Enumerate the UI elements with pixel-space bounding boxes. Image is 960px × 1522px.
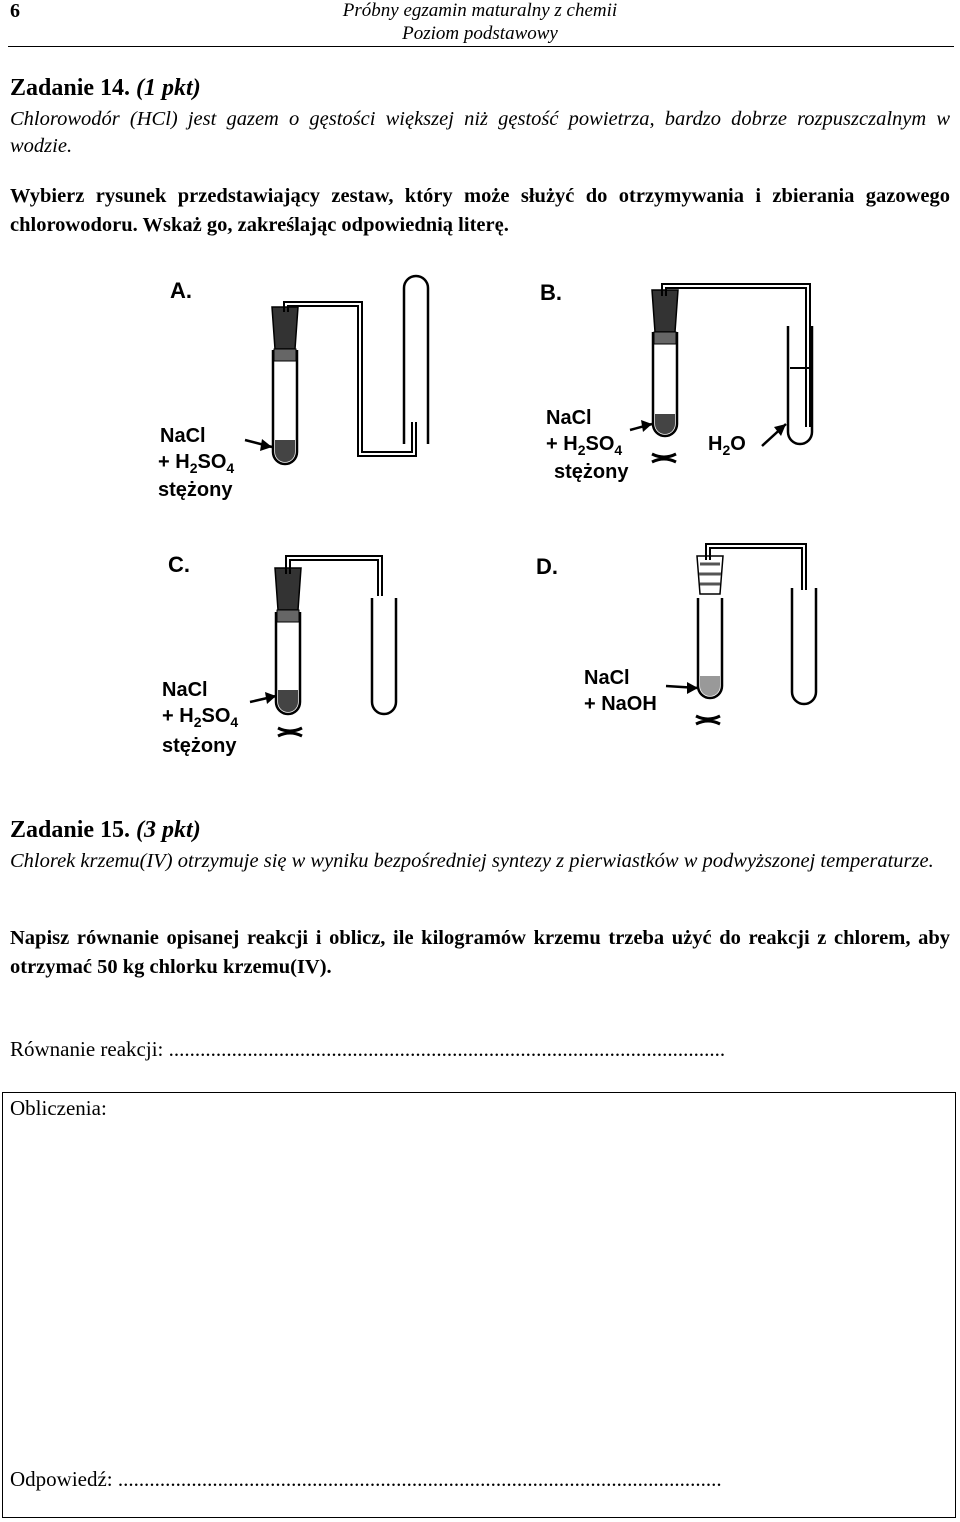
header-title-line2: Poziom podstawowy [402,23,558,44]
option-c[interactable] [162,552,396,757]
task15-intro: Chlorek krzemu(IV) otrzymuje się w wyniku bezpośredniej syntezy z pierwiastków w podwyższonej temperaturze. [10,850,934,872]
option-d-letter[interactable]: D. [536,554,558,579]
liquid [278,690,298,712]
task15-label: Zadanie 15. [10,817,131,843]
task14-points: (1 pkt) [136,75,201,101]
delivery-tube [290,560,378,596]
option-d[interactable] [536,544,816,724]
option-c-reagent-line2: + $H_2SO_4$ [162,705,239,730]
option-b-reagent-line1: NaCl [546,407,592,429]
delivery-tube [284,302,412,452]
task15-title [10,816,201,844]
task14-command: Wybierz rysunek przedstawiający zestaw, który może służyć do otrzymywania i zbierania gazowego chlorowodoru. Wskaż go, zakreślając odpowiednią literę. [10,185,950,236]
option-a-reagent-line3: stężony [158,479,233,501]
option-b[interactable] [540,280,812,483]
answer-line[interactable]: Odpowiedź: ................................................................................................................... [10,1467,722,1491]
option-a-reagent-line2: + $H_2SO_4$ [158,451,235,476]
water-tube [788,326,812,444]
task15-points: (3 pkt) [136,817,201,843]
task14-title [10,74,201,102]
calculation-box[interactable] [2,1092,956,1518]
delivery-tube [710,548,802,590]
option-d-reagent-line2: + NaOH [584,693,657,715]
option-a[interactable] [158,276,428,501]
page-number: 6 [10,0,20,22]
collecting-tube [372,598,396,714]
liquid [275,440,295,462]
collecting-tube [792,588,816,704]
option-b-reagent-line3: stężony [554,461,629,483]
task14-label: Zadanie 14. [10,75,131,101]
option-b-reagent-line2: + $H_2SO_4$ [546,433,623,458]
header-rule [8,46,954,47]
collecting-tube [404,276,428,444]
option-d-reagent-line1: NaCl [584,667,630,689]
task14-intro: Chlorowodór (HCl) jest gazem o gęstości większej niż gęstość powietrza, bardzo dobrze rozpuszczalnym w wodzie. [10,108,950,157]
task15-command: Napisz równanie opisanej reakcji i oblicz, ile kilogramów krzemu trzeba użyć do reakcji z chlorem, aby otrzymać 50 kg chlorku krzemu(IV). [10,927,950,978]
option-c-reagent-line3: stężony [162,735,237,757]
equation-line[interactable]: Równanie reakcji: .......................................................................................................... [10,1037,726,1061]
delivery-tube [666,288,806,427]
option-a-reagent-line1: NaCl [160,425,206,447]
option-c-letter[interactable]: C. [168,552,190,577]
liquid [700,676,720,696]
header-title-line1: Próbny egzamin maturalny z chemii [342,0,618,21]
option-b-water-label: $H_2O$ [708,433,746,458]
option-a-letter[interactable]: A. [170,278,192,303]
calculation-label: Obliczenia: [10,1096,107,1120]
option-b-letter[interactable]: B. [540,280,562,305]
apparatus-figure [100,262,860,772]
liquid [655,414,675,434]
option-c-reagent-line1: NaCl [162,679,208,701]
